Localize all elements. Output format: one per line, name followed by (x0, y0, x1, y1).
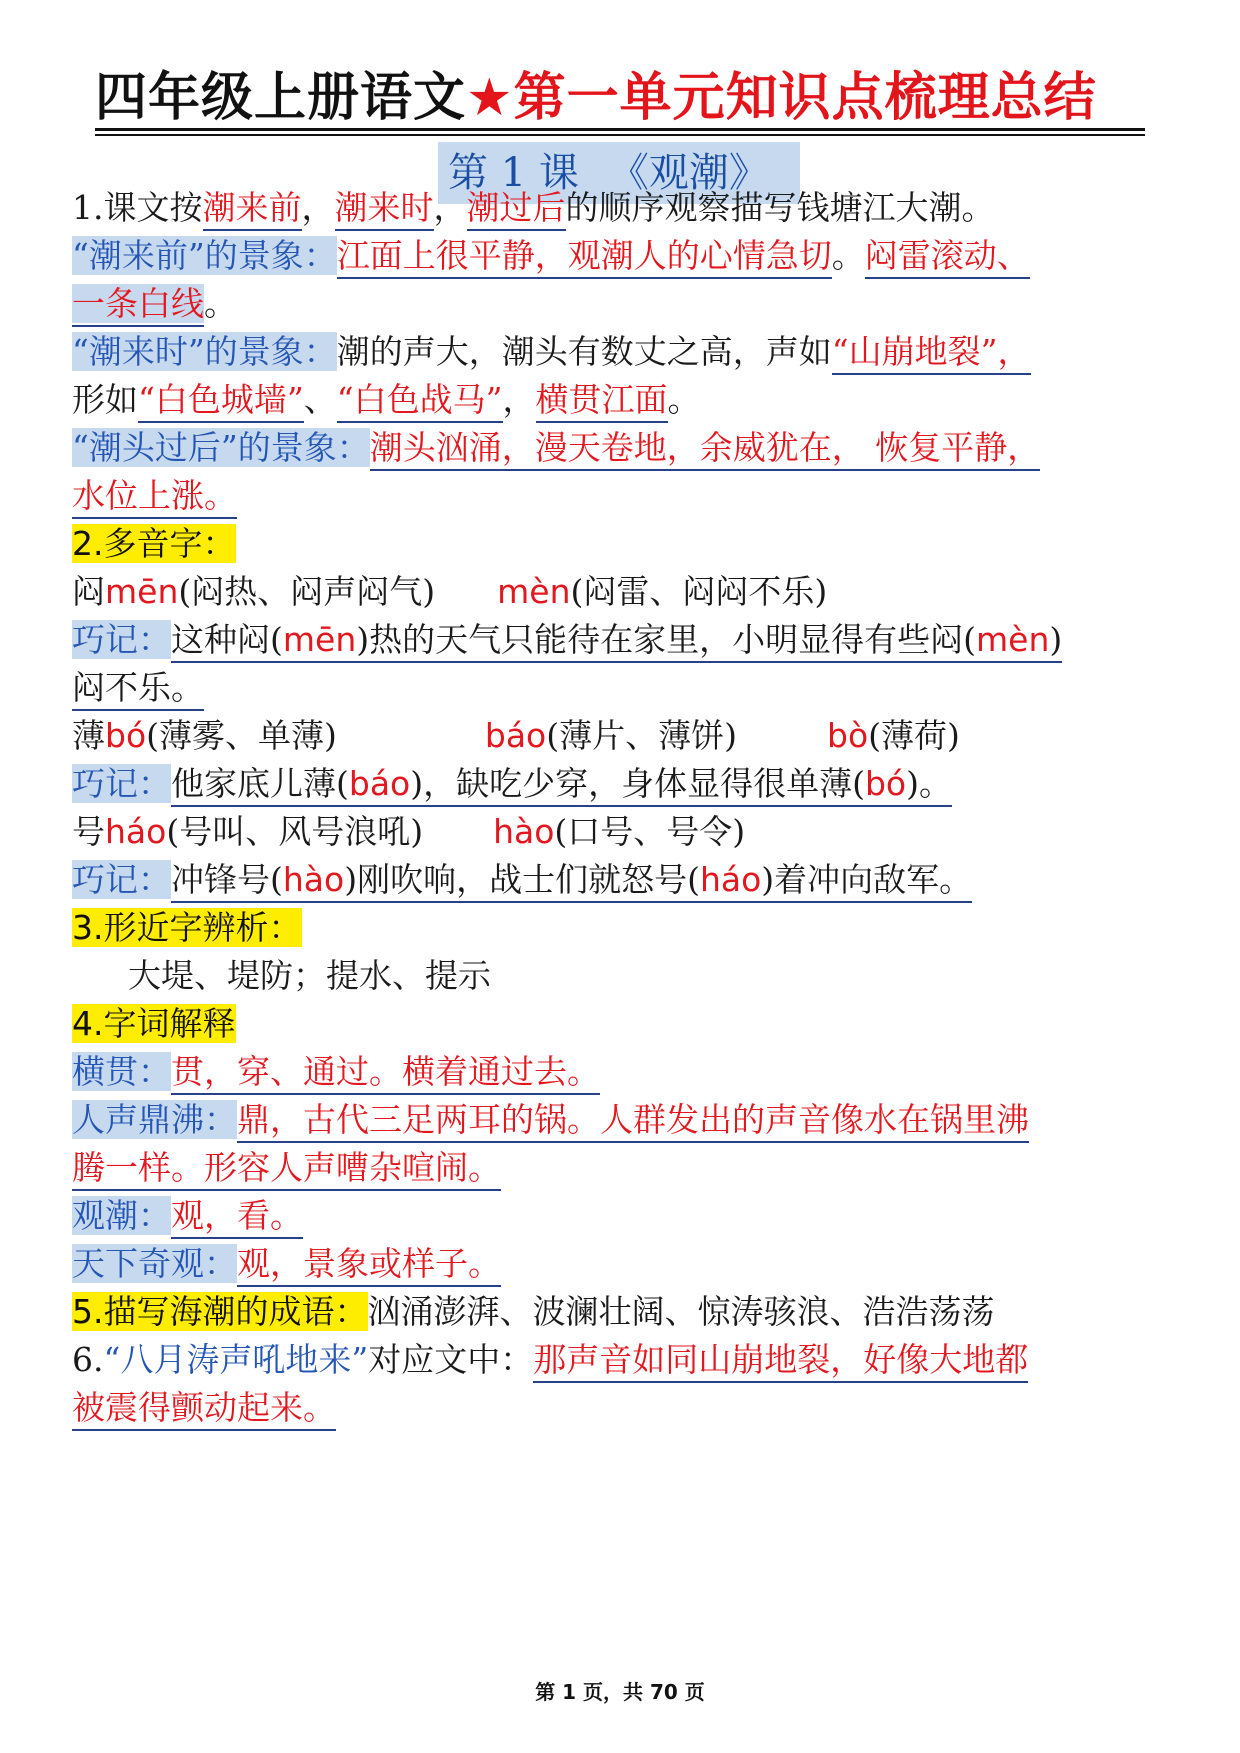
term-text-dingfei: 鼎，古代三足两耳的锅。人群发出的声音像水在锅里沸 (237, 1100, 1029, 1143)
s6-line (72, 1334, 1182, 1386)
idioms-text: 汹涌澎湃、波澜壮阔、惊涛骇浪、浩浩荡荡 (367, 1292, 995, 1331)
during-quote-shanbeng: “山崩地裂”， (832, 332, 1031, 375)
separator: 、 (303, 380, 337, 419)
tip-label: 巧记： (72, 764, 171, 803)
after-label: “潮头过后”的景象： (72, 428, 370, 467)
term-qiguan-line (72, 1238, 1182, 1290)
similar-chars-text: 大堤、堤防；提水、提示 (128, 956, 491, 995)
during-quote-hengguan: 横贯江面 (536, 380, 668, 423)
section-heading-idioms: 5.描写海潮的成语： (72, 1292, 368, 1331)
tip-label: 巧记： (72, 860, 171, 899)
page-number: 第 1 页，共 70 页 (535, 1680, 705, 1704)
men-tip-line (72, 614, 1182, 666)
s5-line (72, 1286, 1182, 1338)
hao1-words: (号叫、风号浪吼) (166, 812, 424, 851)
men-tip-pinyin1: mēn (282, 620, 357, 659)
s1-comma: ， (433, 188, 467, 227)
pinyin-bo2: báo (484, 716, 547, 755)
s1-keyword-after: 潮过后 (467, 188, 566, 231)
s1-during-line (72, 326, 1182, 378)
bo3-words: (薄荷) (868, 716, 960, 755)
bo-tip-pinyin1: báo (348, 764, 411, 803)
s1-before-line2 (72, 278, 1182, 330)
title-underline (95, 128, 1145, 131)
tip-label: 巧记： (72, 620, 171, 659)
hao-tip-text: )着冲向敌军。 (761, 860, 973, 899)
page-title (95, 62, 1145, 134)
char-bo: 薄 (72, 716, 105, 755)
lesson-name: 《观潮》 (608, 150, 769, 196)
term-label-guanchao: 观潮： (72, 1196, 171, 1235)
pinyin-bo3: bò (827, 716, 869, 755)
term-text-qiguan: 观，景象或样子。 (237, 1244, 501, 1287)
s1-after-line2 (72, 470, 1182, 522)
hao-tip-text: )刚吹响，战士们就怒号( (344, 860, 700, 899)
men-tip-text: 这种闷( (171, 620, 283, 659)
bo-tip-text: 他家底儿薄( (171, 764, 349, 803)
before-text: 江面上很平静，观潮人的心情急切 (337, 236, 832, 279)
s6-answer: 那声音如同山崩地裂，好像大地都 (533, 1340, 1028, 1383)
s1-order-line (72, 182, 1182, 234)
term-text-guanchao: 观，看。 (171, 1196, 303, 1239)
hao-tip-pinyin2: háo (699, 860, 762, 899)
s1-after-line (72, 422, 1182, 474)
s3-text-line (72, 950, 1182, 1002)
period: 。 (831, 236, 865, 275)
period: 。 (667, 380, 701, 419)
s1-during-line2 (72, 374, 1182, 426)
bo-tip-pinyin2: bó (864, 764, 907, 803)
bo-tip-text: )，缺吃少穿，身体显得很单薄( (410, 764, 865, 803)
lesson-number: 第 1 课 (448, 150, 579, 196)
s1-keyword-during: 潮来时 (335, 188, 434, 231)
during-text-xingru: 形如 (72, 380, 138, 419)
term-text-hengguan: 贯，穿、通过。横着通过去。 (171, 1052, 600, 1095)
term-label-hengguan: 横贯： (72, 1052, 171, 1091)
s3-heading-line (72, 902, 1182, 954)
before-label: “潮来前”的景象： (72, 236, 337, 275)
bo2-words: (薄片、薄饼) (546, 716, 737, 755)
hao-tip-text: 冲锋号( (171, 860, 283, 899)
s1-prefix: 1.课文按 (72, 188, 203, 227)
after-text-end: 水位上涨。 (72, 476, 237, 519)
s2-heading-line (72, 518, 1182, 570)
section-heading-word-explanations: 4.字词解释 (72, 1004, 236, 1043)
men-tip-text: )热的天气只能待在家里，小明显得有些闷( (356, 620, 976, 659)
men-readings-line (72, 566, 1182, 618)
term-label-qiguan: 天下奇观： (72, 1244, 237, 1283)
before-text-end: 一条白线 (72, 284, 204, 327)
title-underline-secondary (95, 134, 1145, 136)
s6-line2 (72, 1382, 1182, 1434)
pinyin-hao2: hào (493, 812, 555, 851)
men1-words: (闷热、闷声闷气) (178, 572, 436, 611)
char-hao: 号 (72, 812, 105, 851)
before-text-cont: 闷雷滚动、 (865, 236, 1030, 279)
s1-comma: ， (301, 188, 335, 227)
s1-keyword-before: 潮来前 (203, 188, 302, 231)
bo-tip-text: )。 (906, 764, 952, 803)
hao-tip-pinyin1: hào (282, 860, 345, 899)
star-icon: ★ (466, 68, 514, 128)
during-quote-zhanma: “白色战马” (337, 380, 503, 423)
men2-words: (闷雷、闷闷不乐) (570, 572, 828, 611)
during-label: “潮来时”的景象： (72, 332, 337, 371)
bo-readings-line (72, 710, 1182, 762)
pinyin-bo1: bó (105, 716, 147, 755)
men-tip-pinyin2: mèn (976, 620, 1050, 659)
bo-tip-line (72, 758, 1182, 810)
term-dingfei-line2 (72, 1142, 1182, 1194)
hao2-words: (口号、号令) (554, 812, 746, 851)
during-quote-chengqiang: “白色城墙” (138, 380, 304, 423)
period: 。 (204, 284, 237, 323)
term-dingfei-line (72, 1094, 1182, 1146)
s6-mid: 对应文中： (368, 1340, 534, 1379)
pinyin-hao1: háo (105, 812, 167, 851)
hao-tip-line (72, 854, 1182, 906)
s1-suffix: 的顺序观察描写钱塘江大潮。 (565, 188, 995, 227)
s1-before-line (72, 230, 1182, 282)
after-text: 潮头汹涌，漫天卷地，余威犹在， 恢复平静， (370, 428, 1041, 471)
title-grade: 四年级上册语文 (95, 68, 467, 128)
s6-prefix: 6. (72, 1340, 104, 1379)
men-tip-line2 (72, 662, 1182, 714)
comma: ， (502, 380, 536, 419)
s6-answer-end: 被震得颤动起来。 (72, 1388, 336, 1431)
title-unit: 第一单元知识点梳理总结 (513, 68, 1097, 128)
during-text: 潮的声大，潮头有数丈之高，声如 (336, 332, 832, 371)
term-guanchao-line (72, 1190, 1182, 1242)
term-label-dingfei: 人声鼎沸： (72, 1100, 237, 1139)
term-text-dingfei-end: 腾一样。形容人声嘈杂喧闹。 (72, 1148, 501, 1191)
char-men: 闷 (72, 572, 105, 611)
s4-heading-line (72, 998, 1182, 1050)
bo1-words: (薄雾、单薄) (146, 716, 337, 755)
hao-readings-line (72, 806, 1182, 858)
men-tip-end: 闷不乐。 (72, 668, 204, 711)
term-hengguan-line (72, 1046, 1182, 1098)
pinyin-men1: mēn (105, 572, 179, 611)
poem-quote: “八月涛声吼地来” (103, 1340, 369, 1379)
section-heading-polyphones: 2.多音字： (72, 524, 236, 563)
pinyin-men2: mèn (497, 572, 571, 611)
men-tip-text: ) (1049, 620, 1063, 659)
section-heading-similar-chars: 3.形近字辨析： (72, 908, 302, 947)
